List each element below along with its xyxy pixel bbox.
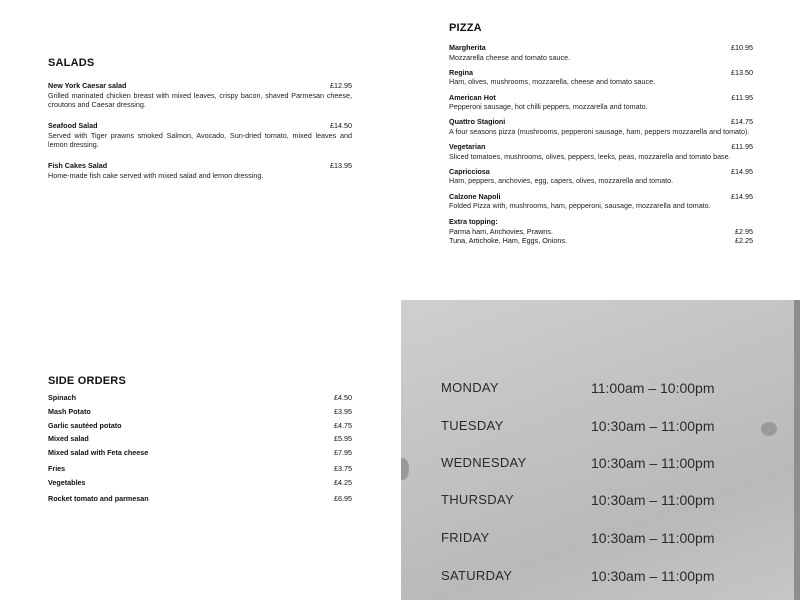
dish-description: Grilled marinated chicken breast with mixed leaves, crispy bacon, shaved Parmesan cheese, croutons and Caesar dressing. xyxy=(48,90,352,110)
side-name: Mixed salad with Feta cheese xyxy=(48,448,149,458)
side-name: Fries xyxy=(48,463,66,473)
salad-item xyxy=(48,161,352,180)
dish-description: Mozzarella cheese and tomato sauce. xyxy=(449,52,571,62)
pizza-item xyxy=(449,142,753,161)
hours-day: FRIDAY xyxy=(441,530,490,545)
extra-topping-text: Parma ham, Anchovies, Prawns. xyxy=(449,226,553,236)
hours-row xyxy=(441,492,771,508)
dish-description: Folded Pizza with, mushrooms, ham, pepperoni, sausage, mozzarella and tomato. xyxy=(449,201,711,211)
dish-name: Capricciosa xyxy=(449,166,490,176)
side-price: £4.75 xyxy=(334,420,352,430)
dish-price: £10.95 xyxy=(731,43,753,52)
hours-day: WEDNESDAY xyxy=(441,455,527,470)
pizza-item xyxy=(449,167,753,186)
dish-price: £14.50 xyxy=(330,121,352,131)
side-order-item xyxy=(48,448,352,462)
extra-topping-title: Extra topping: xyxy=(449,216,498,226)
pizza-item xyxy=(449,93,753,112)
dish-price: £14.75 xyxy=(731,117,753,127)
side-price: £4.25 xyxy=(334,477,352,487)
hours-day: TUESDAY xyxy=(441,418,504,433)
hours-day: SATURDAY xyxy=(441,568,513,583)
hours-day: MONDAY xyxy=(441,380,499,395)
side-price: £4.50 xyxy=(334,393,352,402)
pizza-item xyxy=(449,43,753,62)
side-order-item xyxy=(48,407,352,421)
pizza-item xyxy=(449,192,753,211)
side-price: £3.95 xyxy=(334,406,352,416)
extra-topping-price: £2.25 xyxy=(735,236,753,246)
hours-time: 10:30am – 11:00pm xyxy=(591,568,715,584)
extra-topping-row xyxy=(449,227,753,237)
side-orders-heading: SIDE ORDERS xyxy=(48,375,126,387)
side-name: Garlic sautéed potato xyxy=(48,420,122,430)
side-name: Vegetables xyxy=(48,477,86,487)
extra-topping xyxy=(449,217,753,247)
dish-price: £13.50 xyxy=(731,67,753,77)
dish-name: Margherita xyxy=(449,43,486,52)
dish-description: Home-made fish cake served with mixed salad and lemon dressing. xyxy=(48,170,264,180)
hours-row xyxy=(441,568,771,584)
side-price: £3.75 xyxy=(334,463,352,473)
dish-description: Sliced tomatoes, mushrooms, olives, peppers, leeks, peas, mozzarella and tomato base. xyxy=(449,151,731,161)
dish-name: New York Caesar salad xyxy=(48,81,127,90)
dish-name: Vegetarian xyxy=(449,142,486,152)
pizza-item xyxy=(449,68,753,87)
dish-description: Served with Tiger prawns smoked Salmon, Avocado, Sun-dried tomato, mixed leaves and lemon dressing. xyxy=(48,130,352,150)
dish-description: A four seasons pizza (mushrooms, pepperoni sausage, ham, peppers mozzarella and tomato). xyxy=(449,126,750,136)
dish-price: £14.95 xyxy=(731,166,753,176)
extra-topping-text: Tuna, Artichoke, Ham, Eggs, Onions. xyxy=(449,236,567,246)
side-price: £7.95 xyxy=(334,448,352,458)
dish-price: £11.95 xyxy=(731,142,753,152)
pizza-heading: PIZZA xyxy=(449,22,482,34)
hours-row xyxy=(441,455,771,471)
dish-name: American Hot xyxy=(449,92,496,102)
hours-time: 10:30am – 11:00pm xyxy=(591,418,715,434)
side-order-item xyxy=(48,464,352,478)
dish-price: £14.95 xyxy=(731,191,753,201)
hours-time: 10:30am – 11:00pm xyxy=(591,455,715,471)
dish-price: £13.95 xyxy=(330,161,352,171)
hours-row xyxy=(441,418,771,434)
side-name: Mash Potato xyxy=(48,406,91,416)
side-order-item xyxy=(48,421,352,435)
photo-edge-shadow xyxy=(794,300,800,600)
side-name: Mixed salad xyxy=(48,434,89,444)
extra-topping-row xyxy=(449,236,753,246)
salad-item xyxy=(48,121,352,150)
dish-name: Regina xyxy=(449,67,473,77)
side-order-item xyxy=(48,393,352,407)
hours-time: 10:30am – 11:00pm xyxy=(591,492,715,508)
side-order-item xyxy=(48,434,352,448)
side-order-item xyxy=(48,478,352,492)
wall-mark xyxy=(401,458,409,480)
pizza-section xyxy=(449,22,753,246)
hours-day: THURSDAY xyxy=(441,492,514,507)
dish-price: £11.95 xyxy=(731,92,753,102)
dish-name: Quattro Stagioni xyxy=(449,117,506,127)
side-price: £6.95 xyxy=(334,493,352,503)
salad-item xyxy=(48,81,352,110)
dish-name: Fish Cakes Salad xyxy=(48,161,108,171)
extra-topping-price: £2.95 xyxy=(735,226,753,236)
pizza-item xyxy=(449,117,753,136)
salads-section xyxy=(48,57,352,191)
hours-time: 11:00am – 10:00pm xyxy=(591,380,715,396)
dish-price: £12.95 xyxy=(330,81,352,90)
side-name: Spinach xyxy=(48,393,76,402)
salads-heading: SALADS xyxy=(48,57,95,69)
hours-row xyxy=(441,530,771,546)
dish-description: Ham, peppers, anchovies, egg, capers, olives, mozzarella and tomato. xyxy=(449,176,674,186)
side-orders-section xyxy=(48,375,352,507)
dish-description: Pepperoni sausage, hot chilli peppers, mozzarella and tomato. xyxy=(449,102,648,112)
hours-row xyxy=(441,380,771,396)
dish-name: Calzone Napoli xyxy=(449,191,501,201)
side-name: Rocket tomato and parmesan xyxy=(48,493,149,503)
side-order-item xyxy=(48,494,352,508)
dish-description: Ham, olives, mushrooms, mozzarella, cheese and tomato sauce. xyxy=(449,77,656,87)
dish-name: Seafood Salad xyxy=(48,121,98,131)
side-price: £5.95 xyxy=(334,434,352,444)
opening-hours-photo xyxy=(401,300,800,600)
hours-time: 10:30am – 11:00pm xyxy=(591,530,715,546)
